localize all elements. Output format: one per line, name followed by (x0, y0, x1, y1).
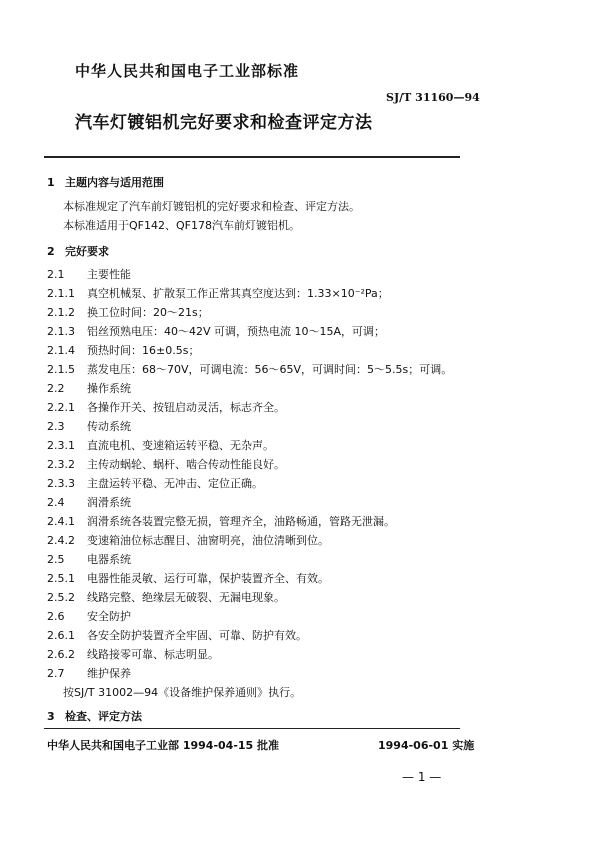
clause-text: 蒸发电压：68～70V，可调电流：56～65V，可调时间：5～5.5s；可调。 (87, 363, 453, 376)
list-item (47, 589, 285, 605)
clause-number: 2.3.1 (47, 439, 75, 452)
list-item (47, 494, 131, 510)
list-item (47, 361, 452, 377)
section-title: 完好要求 (65, 245, 109, 258)
section-3-heading (47, 708, 142, 724)
section-number: 1 (47, 176, 55, 189)
clause-number: 2.5.1 (47, 572, 75, 585)
page-number: — 1 — (402, 770, 442, 784)
section-title: 主题内容与适用范围 (65, 176, 164, 189)
section-number: 2 (47, 245, 55, 258)
header-rule (44, 156, 460, 158)
clause-text: 直流电机、变速箱运转平稳、无杂声。 (87, 439, 274, 452)
list-item (47, 570, 329, 586)
list-item (47, 437, 274, 453)
clause-number: 2.1.2 (47, 306, 75, 319)
list-item (47, 475, 263, 491)
list-item (47, 608, 131, 624)
clause-text: 润滑系统 (87, 496, 131, 509)
list-item (47, 380, 131, 396)
section-title: 检查、评定方法 (65, 710, 142, 723)
section-2-heading (47, 243, 109, 259)
clause-number: 2.2 (47, 382, 65, 395)
clause-text: 主要性能 (87, 268, 131, 281)
clause-text: 各操作开关、按钮启动灵活，标志齐全。 (87, 401, 285, 414)
footer-rule (44, 728, 460, 729)
clause-number: 2.1.5 (47, 363, 75, 376)
clause-number: 2.1.1 (47, 287, 75, 300)
clause-number: 2.1 (47, 268, 65, 281)
clause-text: 主传动蜗轮、蜗杆、啮合传动性能良好。 (87, 458, 285, 471)
clause-text: 线路完整、绝缘层无破裂、无漏电现象。 (87, 591, 285, 604)
implementation-date: 1994-06-01 实施 (378, 739, 475, 752)
list-item (47, 513, 395, 529)
paragraph: 本标准适用于QF142、QF178汽车前灯镀铝机。 (63, 219, 300, 232)
list-item (47, 532, 329, 548)
clause-text: 线路接零可靠、标志明显。 (87, 648, 219, 661)
standard-code: SJ/T 31160—94 (386, 91, 480, 104)
list-item (47, 285, 389, 301)
clause-text: 换工位时间：20～21s； (87, 306, 209, 319)
clause-text: 各安全防护装置齐全牢固、可靠、防护有效。 (87, 629, 307, 642)
clause-number: 2.6.2 (47, 648, 75, 661)
clause-text: 真空机械泵、扩散泵工作正常其真空度达到：1.33×10⁻²Pa； (87, 287, 389, 300)
clause-number: 2.3.3 (47, 477, 75, 490)
clause-text: 电器系统 (87, 553, 131, 566)
clause-number: 2.5 (47, 553, 65, 566)
list-item (47, 266, 131, 282)
clause-text: 变速箱油位标志醒目、油窗明亮，油位清晰到位。 (87, 534, 329, 547)
list-item (47, 399, 285, 415)
list-item (47, 456, 285, 472)
clause-number: 2.2.1 (47, 401, 75, 414)
list-item (47, 342, 199, 358)
paragraph: 本标准规定了汽车前灯镀铝机的完好要求和检查、评定方法。 (63, 200, 360, 213)
clause-number: 2.4 (47, 496, 65, 509)
clause-number: 2.6 (47, 610, 65, 623)
clause-number: 2.3 (47, 420, 65, 433)
section-1-heading (47, 174, 164, 190)
clause-number: 2.1.4 (47, 344, 75, 357)
clause-text: 电器性能灵敏、运行可靠，保护装置齐全、有效。 (87, 572, 329, 585)
list-item (47, 646, 219, 662)
clause-number: 2.6.1 (47, 629, 75, 642)
document-title: 汽车灯镀铝机完好要求和检查评定方法 (75, 113, 373, 133)
clause-text: 传动系统 (87, 420, 131, 433)
approval-date: 中华人民共和国电子工业部 1994-04-15 批准 (47, 739, 280, 752)
clause-number: 2.3.2 (47, 458, 75, 471)
clause-text: 操作系统 (87, 382, 131, 395)
list-item (47, 323, 385, 339)
paragraph: 按SJ/T 31002—94《设备维护保养通则》执行。 (63, 686, 302, 699)
list-item (47, 627, 307, 643)
issuing-authority: 中华人民共和国电子工业部标准 (75, 62, 300, 80)
list-item (47, 304, 209, 320)
clause-text: 维护保养 (87, 667, 131, 680)
section-number: 3 (47, 710, 55, 723)
clause-text: 预热时间：16±0.5s； (87, 344, 200, 357)
clause-number: 2.4.2 (47, 534, 75, 547)
list-item (47, 418, 131, 434)
list-item (47, 665, 131, 681)
clause-text: 安全防护 (87, 610, 131, 623)
clause-text: 铝丝预熟电压：40～42V 可调，预热电流 10～15A，可调； (87, 325, 386, 338)
list-item (47, 551, 131, 567)
clause-number: 2.7 (47, 667, 65, 680)
clause-number: 2.1.3 (47, 325, 75, 338)
clause-number: 2.4.1 (47, 515, 75, 528)
clause-text: 主盘运转平稳、无冲击、定位正确。 (87, 477, 263, 490)
clause-text: 润滑系统各装置完整无损，管理齐全，油路畅通，管路无泄漏。 (87, 515, 395, 528)
clause-number: 2.5.2 (47, 591, 75, 604)
